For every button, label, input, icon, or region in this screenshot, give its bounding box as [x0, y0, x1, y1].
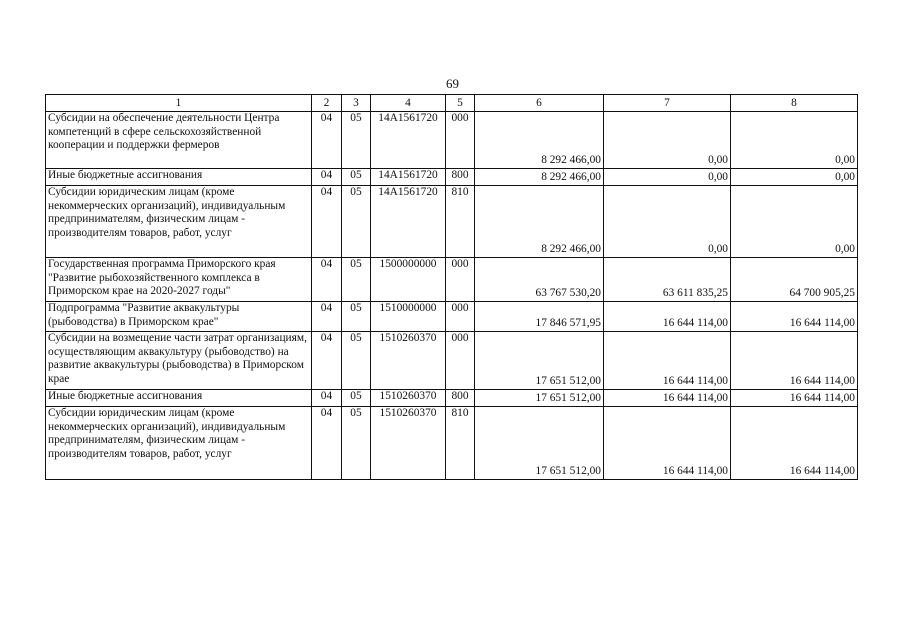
expense-type-code: 000	[446, 258, 475, 302]
amount-col7: 16 644 114,00	[604, 302, 731, 332]
subsection-code: 05	[342, 169, 371, 186]
table-row	[46, 390, 858, 407]
subsection-code: 05	[342, 258, 371, 302]
subsection-code: 05	[342, 302, 371, 332]
row-description: Субсидии юридическим лицам (кроме некоммерческих организаций), индивидуальным предпринимателям, физическим лицам - производителям товаров, работ, услуг	[46, 186, 312, 258]
subsection-code: 05	[342, 332, 371, 390]
column-header: 1	[46, 95, 312, 112]
amount-col7: 0,00	[604, 186, 731, 258]
budget-table	[45, 94, 858, 480]
row-description: Субсидии на обеспечение деятельности Центра компетенций в сфере сельскохозяйственной кооперации и поддержки фермеров	[46, 112, 312, 169]
row-description: Государственная программа Приморского края "Развитие рыбохозяйственного комплекса в Приморском крае на 2020-2027 годы"	[46, 258, 312, 302]
amount-col8: 0,00	[731, 169, 858, 186]
amount-col6: 63 767 530,20	[475, 258, 604, 302]
section-code: 04	[312, 390, 342, 407]
table-row	[46, 407, 858, 480]
target-article-code: 1510260370	[371, 407, 446, 480]
row-description: Субсидии на возмещение части затрат организациям, осуществляющим аквакультуру (рыбоводство) на развитие аквакультуры (рыбоводства) в Приморском крае	[46, 332, 312, 390]
amount-col6: 17 651 512,00	[475, 332, 604, 390]
amount-col8: 64 700 905,25	[731, 258, 858, 302]
table-header-row	[46, 95, 858, 112]
target-article-code: 1510260370	[371, 390, 446, 407]
section-code: 04	[312, 302, 342, 332]
section-code: 04	[312, 112, 342, 169]
target-article-code: 1510000000	[371, 302, 446, 332]
target-article-code: 14А1561720	[371, 169, 446, 186]
subsection-code: 05	[342, 407, 371, 480]
amount-col8: 16 644 114,00	[731, 407, 858, 480]
row-description: Подпрограмма "Развитие аквакультуры (рыбоводства) в Приморском крае"	[46, 302, 312, 332]
column-header: 8	[731, 95, 858, 112]
table-row	[46, 258, 858, 302]
expense-type-code: 800	[446, 390, 475, 407]
column-header: 2	[312, 95, 342, 112]
amount-col7: 0,00	[604, 112, 731, 169]
amount-col7: 16 644 114,00	[604, 407, 731, 480]
section-code: 04	[312, 186, 342, 258]
column-header: 3	[342, 95, 371, 112]
subsection-code: 05	[342, 112, 371, 169]
section-code: 04	[312, 407, 342, 480]
table-row	[46, 169, 858, 186]
column-header: 5	[446, 95, 475, 112]
target-article-code: 14А1561720	[371, 186, 446, 258]
amount-col8: 16 644 114,00	[731, 332, 858, 390]
amount-col7: 16 644 114,00	[604, 332, 731, 390]
column-header: 4	[371, 95, 446, 112]
amount-col7: 63 611 835,25	[604, 258, 731, 302]
target-article-code: 1510260370	[371, 332, 446, 390]
column-header: 6	[475, 95, 604, 112]
table-row	[46, 302, 858, 332]
section-code: 04	[312, 332, 342, 390]
section-code: 04	[312, 169, 342, 186]
column-header: 7	[604, 95, 731, 112]
amount-col8: 0,00	[731, 186, 858, 258]
section-code: 04	[312, 258, 342, 302]
expense-type-code: 000	[446, 332, 475, 390]
amount-col6: 8 292 466,00	[475, 186, 604, 258]
row-description: Субсидии юридическим лицам (кроме некоммерческих организаций), индивидуальным предпринимателям, физическим лицам - производителям товаров, работ, услуг	[46, 407, 312, 480]
row-description: Иные бюджетные ассигнования	[46, 169, 312, 186]
amount-col8: 16 644 114,00	[731, 390, 858, 407]
amount-col6: 17 846 571,95	[475, 302, 604, 332]
amount-col6: 8 292 466,00	[475, 169, 604, 186]
subsection-code: 05	[342, 186, 371, 258]
expense-type-code: 800	[446, 169, 475, 186]
row-description: Иные бюджетные ассигнования	[46, 390, 312, 407]
amount-col6: 17 651 512,00	[475, 407, 604, 480]
amount-col8: 0,00	[731, 112, 858, 169]
subsection-code: 05	[342, 390, 371, 407]
amount-col6: 17 651 512,00	[475, 390, 604, 407]
table-row	[46, 332, 858, 390]
expense-type-code: 000	[446, 302, 475, 332]
amount-col7: 0,00	[604, 169, 731, 186]
expense-type-code: 810	[446, 186, 475, 258]
table-row	[46, 186, 858, 258]
amount-col7: 16 644 114,00	[604, 390, 731, 407]
amount-col8: 16 644 114,00	[731, 302, 858, 332]
amount-col6: 8 292 466,00	[475, 112, 604, 169]
expense-type-code: 000	[446, 112, 475, 169]
target-article-code: 14А1561720	[371, 112, 446, 169]
target-article-code: 1500000000	[371, 258, 446, 302]
expense-type-code: 810	[446, 407, 475, 480]
table-row	[46, 112, 858, 169]
page-number: 69	[446, 76, 459, 91]
